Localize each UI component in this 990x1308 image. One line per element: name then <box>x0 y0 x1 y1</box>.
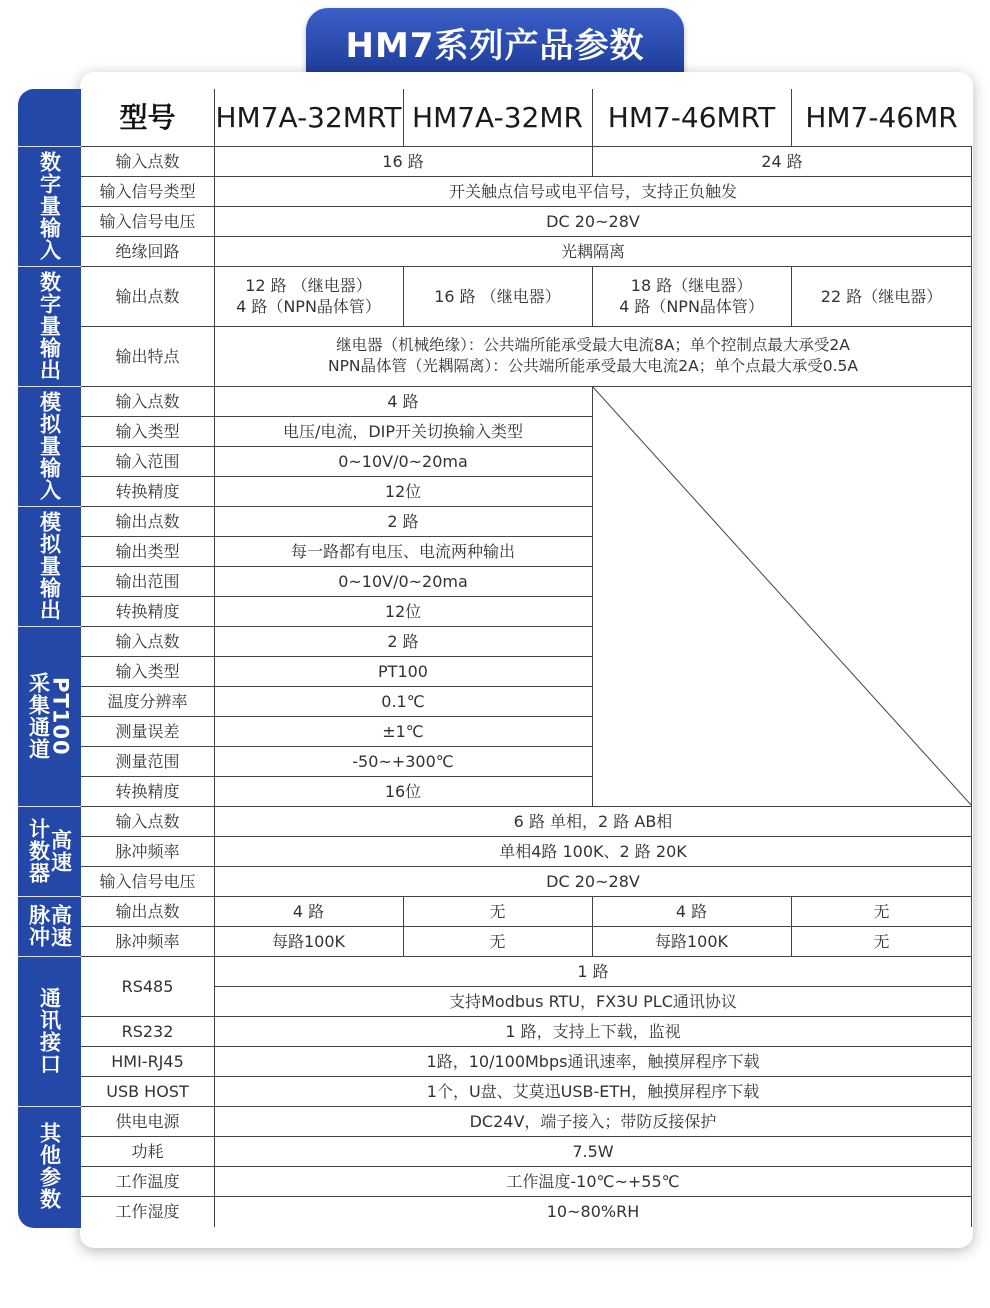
cell-value: DC 20~28V <box>546 211 640 231</box>
row-label: 输出点数 <box>115 901 180 921</box>
cell-value: 16 路 <box>382 151 424 171</box>
cell-value: 2 路 <box>387 631 419 651</box>
row-label: 输入类型 <box>115 661 180 681</box>
cell-value: 4 路 <box>292 901 325 921</box>
cell-value: 每路100K <box>271 931 346 951</box>
cell-value: 0~10V/0~20ma <box>338 571 468 591</box>
cell-value: 0~10V/0~20ma <box>338 451 468 471</box>
cell-value: 电压/电流，DIP开关切换输入类型 <box>282 421 524 441</box>
cell-value: 1个，U盘、艾莫迅USB-ETH，触摸屏程序下载 <box>426 1081 760 1101</box>
model-name: HM7-46MR <box>805 101 958 134</box>
category-high-speed-pulse: 脉冲 高速 <box>26 904 73 948</box>
model-name: HM7-46MRT <box>607 101 776 134</box>
row-label: 输入信号电压 <box>99 871 196 891</box>
row-label: 工作湿度 <box>115 1201 180 1221</box>
cell-value: 无 <box>873 901 890 921</box>
cell-value: 无 <box>489 901 506 921</box>
cell-value: PT100 <box>378 661 428 681</box>
row-label: 输入点数 <box>115 631 180 651</box>
category-pt100: 采集通道 PT100 <box>26 672 73 760</box>
row-label: HMI-RJ45 <box>111 1051 184 1071</box>
cell-value: DC 20~28V <box>546 871 640 891</box>
cell-value: 16 路 （继电器） <box>434 286 561 306</box>
category-analog-input: 模拟量输入 <box>37 391 62 501</box>
row-label: 脉冲频率 <box>115 931 180 951</box>
row-label: 脉冲频率 <box>115 841 180 861</box>
category-other-params: 其他参数 <box>37 1122 62 1210</box>
cell-value: 1路，10/100Mbps通讯速率，触摸屏程序下载 <box>426 1051 760 1071</box>
row-label: 输入信号电压 <box>99 211 196 231</box>
cell-value: 1 路，支持上下载，监视 <box>505 1021 681 1041</box>
row-label: 输出点数 <box>115 511 180 531</box>
row-label: 输出点数 <box>115 286 180 306</box>
cell-value <box>592 266 791 326</box>
sidebar-divider <box>18 146 81 147</box>
row-label: 工作温度 <box>115 1171 180 1191</box>
cell-value: 12位 <box>384 481 422 501</box>
category-comm-interface: 通讯接口 <box>37 987 62 1075</box>
row-label: 转换精度 <box>115 781 180 801</box>
sidebar-divider <box>18 1106 81 1107</box>
cell-value: 无 <box>489 931 506 951</box>
row-label: 输入点数 <box>115 811 180 831</box>
row-label: 功耗 <box>131 1141 164 1161</box>
row-label: 转换精度 <box>115 601 180 621</box>
cell-value: 每一路都有电压、电流两种输出 <box>290 541 515 561</box>
cell-value: 4 路 <box>387 391 419 411</box>
cell-value: 0.1℃ <box>381 691 425 711</box>
cell-value: 1 路 <box>577 961 609 981</box>
cell-value: 22 路（继电器） <box>820 286 943 306</box>
cell-line: 继电器（机械绝缘）：公共端所能承受最大电流8A；单个控制点最大承受2A <box>336 336 850 354</box>
cell-line: 12 路 （继电器） <box>245 276 372 295</box>
cell-value: 10~80%RH <box>546 1201 640 1221</box>
row-label: 输入点数 <box>115 151 180 171</box>
category-analog-output: 模拟量输出 <box>37 511 62 621</box>
sidebar-divider <box>18 956 81 957</box>
sidebar-divider <box>18 896 81 897</box>
sidebar-divider <box>18 386 81 387</box>
cell-value: 光耦隔离 <box>560 241 625 261</box>
row-label: 测量范围 <box>115 751 180 771</box>
row-label: RS485 <box>121 976 174 996</box>
sidebar-divider <box>18 506 81 507</box>
row-label: 输入范围 <box>115 451 180 471</box>
cell-line: NPN晶体管（光耦隔离）：公共端所能承受最大电流2A；单个点最大承受0.5A <box>327 357 858 375</box>
category-high-speed-counter: 计数器 高速 <box>26 818 73 884</box>
cell-value: ±1℃ <box>382 721 424 741</box>
row-label: 转换精度 <box>115 481 180 501</box>
sidebar-divider <box>18 806 81 807</box>
row-label: USB HOST <box>106 1081 189 1101</box>
cell-line: 4 路（NPN晶体管） <box>236 297 381 316</box>
cell-value: 开关触点信号或电平信号，支持正负触发 <box>448 181 737 201</box>
row-label: 输出特点 <box>115 346 180 366</box>
cell-value: 单相4路 100K、2 路 20K <box>499 841 687 861</box>
cell-value: 24 路 <box>761 151 803 171</box>
model-name: HM7A-32MRT <box>215 101 402 134</box>
cell-value: -50~+300℃ <box>352 751 454 771</box>
cell-value: 16位 <box>384 781 422 801</box>
cell-value: 2 路 <box>387 511 419 531</box>
cell-value: DC24V，端子接入；带防反接保护 <box>469 1111 717 1131</box>
cell-value: 每路100K <box>654 931 729 951</box>
row-label: 绝缘回路 <box>115 241 180 261</box>
cell-value: 12位 <box>384 601 422 621</box>
cell-value: 4 路 <box>675 901 708 921</box>
row-label: 输出范围 <box>115 571 180 591</box>
cell-value: 工作温度-10℃~+55℃ <box>506 1171 680 1191</box>
cell-value: 7.5W <box>572 1141 614 1161</box>
not-applicable-diagonal <box>592 386 972 806</box>
cell-value <box>214 266 403 326</box>
cell-value: 支持Modbus RTU，FX3U PLC通讯协议 <box>449 991 737 1011</box>
category-digital-input: 数字量输入 <box>37 151 62 261</box>
row-label: 输入类型 <box>115 421 180 441</box>
row-label: 输入信号类型 <box>99 181 196 201</box>
cell-value: 无 <box>873 931 890 951</box>
cell-line: 4 路（NPN晶体管） <box>619 297 764 316</box>
row-label: 供电电源 <box>115 1111 180 1131</box>
sidebar-divider <box>18 626 81 627</box>
model-name: HM7A-32MR <box>412 101 583 134</box>
row-label: 温度分辨率 <box>107 691 188 711</box>
sidebar-divider <box>18 266 81 267</box>
cell-value <box>214 326 972 386</box>
category-digital-output: 数字量输出 <box>37 271 62 381</box>
row-label: 测量误差 <box>115 721 180 741</box>
row-label: 输入点数 <box>115 391 180 411</box>
row-label: 输出类型 <box>115 541 180 561</box>
row-label: RS232 <box>121 1021 174 1041</box>
page-title: HM7系列产品参数 <box>345 26 645 66</box>
cell-value: 6 路 单相，2 路 AB相 <box>513 811 673 831</box>
cell-line: 18 路（继电器） <box>630 276 753 295</box>
model-header-label: 型号 <box>119 101 176 134</box>
